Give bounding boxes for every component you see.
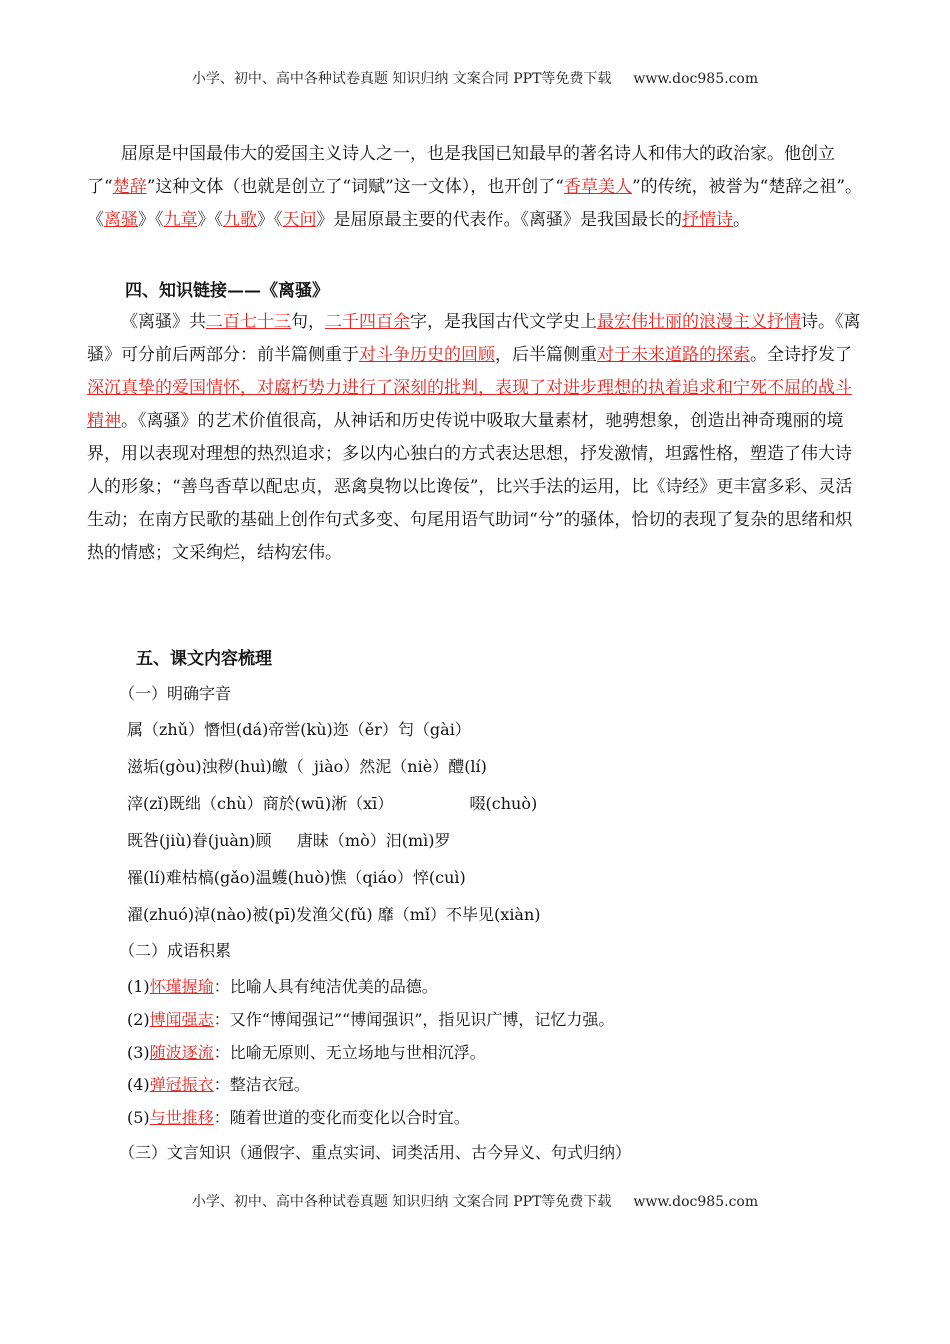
idiom-term: 博闻强志 [149,1010,214,1029]
intro-text: 》《 [138,210,164,230]
body-text: 诗。《离骚》可分前后两部分：前半篇侧重于 [87,312,861,365]
keyword-lisao: 离骚 [104,210,138,230]
pronunciation-line: 滓(zǐ)既绌（chù）商於(wū)淅（xī） 啜(chuò) [127,794,538,813]
body-text: ，后半篇侧重 [495,345,597,365]
keyword-jiuzhang: 九章 [163,210,198,230]
header-site: www.doc985.com [633,71,759,87]
keyword-character-count: 二千四百余 [325,312,410,332]
intro-text: ”的传统，被誉为“楚辞之祖”。《 [87,177,863,230]
idiom-number: (2) [127,1010,150,1029]
section-5-heading: 五、课文内容梳理 [136,649,272,669]
keyword-future-exploration: 对于未来道路的探索 [597,345,750,365]
subheading-pronunciation: （一）明确字音 [119,684,232,703]
subheading-idioms: （二）成语积累 [119,941,232,960]
keyword-jiuge: 九歌 [223,210,257,230]
intro-text: 》《 [257,210,283,230]
keyword-theme: 深沉真挚的爱国情怀，对腐朽势力进行了深刻的批判，表现了对进步理想的执着追求和宁死不屈的战斗精神 [87,378,852,431]
pronunciation-line: 既咎(jiù)眷(juàn)顾 唐昧（mò）汨(mì)罗 [127,831,451,850]
body-text: 。《离骚》的艺术价值很高，从神话和历史传说中吸取大量素材，驰骋想象，创造出神奇瑰丽的境界，用以表现对理想的热烈追求；多以内心独白的方式表达思想，抒发激情，坦露性格，塑造了伟大诗人的形象；“善鸟香草以配忠贞，恶禽臭物以比谗佞”，比兴手法的运用，比《诗经》更丰富多彩、灵活生动；在南方民歌的基础上创作句式多变、句尾用语气助词“兮”的骚体，恰切的表现了复杂的思绪和炽热的情感；文采绚烂，结构宏伟。 [87,411,853,563]
page-footer [0,1191,950,1211]
idiom-item [127,1040,486,1063]
pronunciation-line: 罹(lí)难枯槁(gǎo)温蠖(huò)憔（qiáo）悴(cuì) [127,868,466,887]
subheading-classical-chinese: （三）文言知识（通假字、重点实词、词类活用、古今异义、句式归纳） [119,1143,632,1162]
keyword-tianwen: 天问 [282,210,317,230]
keyword-history-review: 对斗争历史的回顾 [359,345,495,365]
idiom-definition: ：比喻无原则、无立场地与世相沉浮。 [213,1043,486,1062]
intro-paragraph [87,138,867,237]
footer-text: 小学、初中、高中各种试卷真题 知识归纳 文案合同 PPT等免费下载 [191,1194,612,1210]
idiom-number: (5) [127,1108,150,1127]
idiom-number: (1) [127,977,150,996]
keyword-romantic-lyric: 最宏伟壮丽的浪漫主义抒情 [597,312,801,332]
idiom-definition: ：又作“博闻强记”“博闻强识”，指见识广博，记忆力强。 [213,1010,615,1029]
section-4-paragraph [87,306,867,570]
pronunciation-line: 属（zhǔ）憯怛(dá)帝喾(kù)迩（ěr）匄（gài） [127,720,471,739]
idiom-item [127,1105,470,1128]
footer-site: www.doc985.com [633,1194,759,1210]
idiom-term: 怀瑾握瑜 [149,977,214,996]
body-text: 字，是我国古代文学史上 [410,312,597,332]
idiom-term: 与世推移 [149,1108,214,1127]
header-text: 小学、初中、高中各种试卷真题 知识归纳 文案合同 PPT等免费下载 [191,71,612,87]
intro-text: ”这种文体（也就是创立了“词赋”这一文体），也开创了“ [146,177,564,197]
body-text: 句， [291,312,325,332]
pronunciation-line: 濯(zhuó)淖(nào)被(pī)发渔父(fǔ) 靡（mǐ）不毕见(xiàn) [127,905,541,924]
pronunciation-line: 滋垢(gòu)浊秽(huì)皦（ jiào）然泥（niè）醴(lí) [127,757,487,776]
idiom-definition: ：比喻人具有纯洁优美的品德。 [213,977,438,996]
intro-text: 屈原是中国最伟大的爱国主义诗人之一，也是我国已知最早的著名诗人和伟大的政治家。他创立了“ [87,144,835,197]
keyword-chuci: 楚辞 [112,177,147,197]
idiom-term: 弹冠振衣 [149,1075,214,1094]
keyword-xiangcao-meiren: 香草美人 [563,177,632,197]
idiom-item [127,1007,614,1030]
idiom-item [127,1072,310,1095]
page-header [0,68,950,88]
idiom-number: (4) [127,1075,150,1094]
idiom-definition: ：整洁衣冠。 [213,1075,310,1094]
body-text: 《离骚》共 [121,312,206,332]
keyword-shuqingshi: 抒情诗 [682,210,733,230]
keyword-sentence-count: 二百七十三 [206,312,291,332]
idiom-definition: ：随着世道的变化而变化以合时宜。 [213,1108,470,1127]
section-4-heading: 四、知识链接——《离骚》 [125,281,329,301]
intro-text: 》《 [197,210,223,230]
intro-text: 。 [733,210,750,230]
idiom-number: (3) [127,1043,150,1062]
intro-text: 》是屈原最主要的代表作。《离骚》是我国最长的 [316,210,682,230]
idiom-item [127,974,438,997]
idiom-term: 随波逐流 [149,1043,214,1062]
body-text: 。全诗抒发了 [750,345,852,365]
